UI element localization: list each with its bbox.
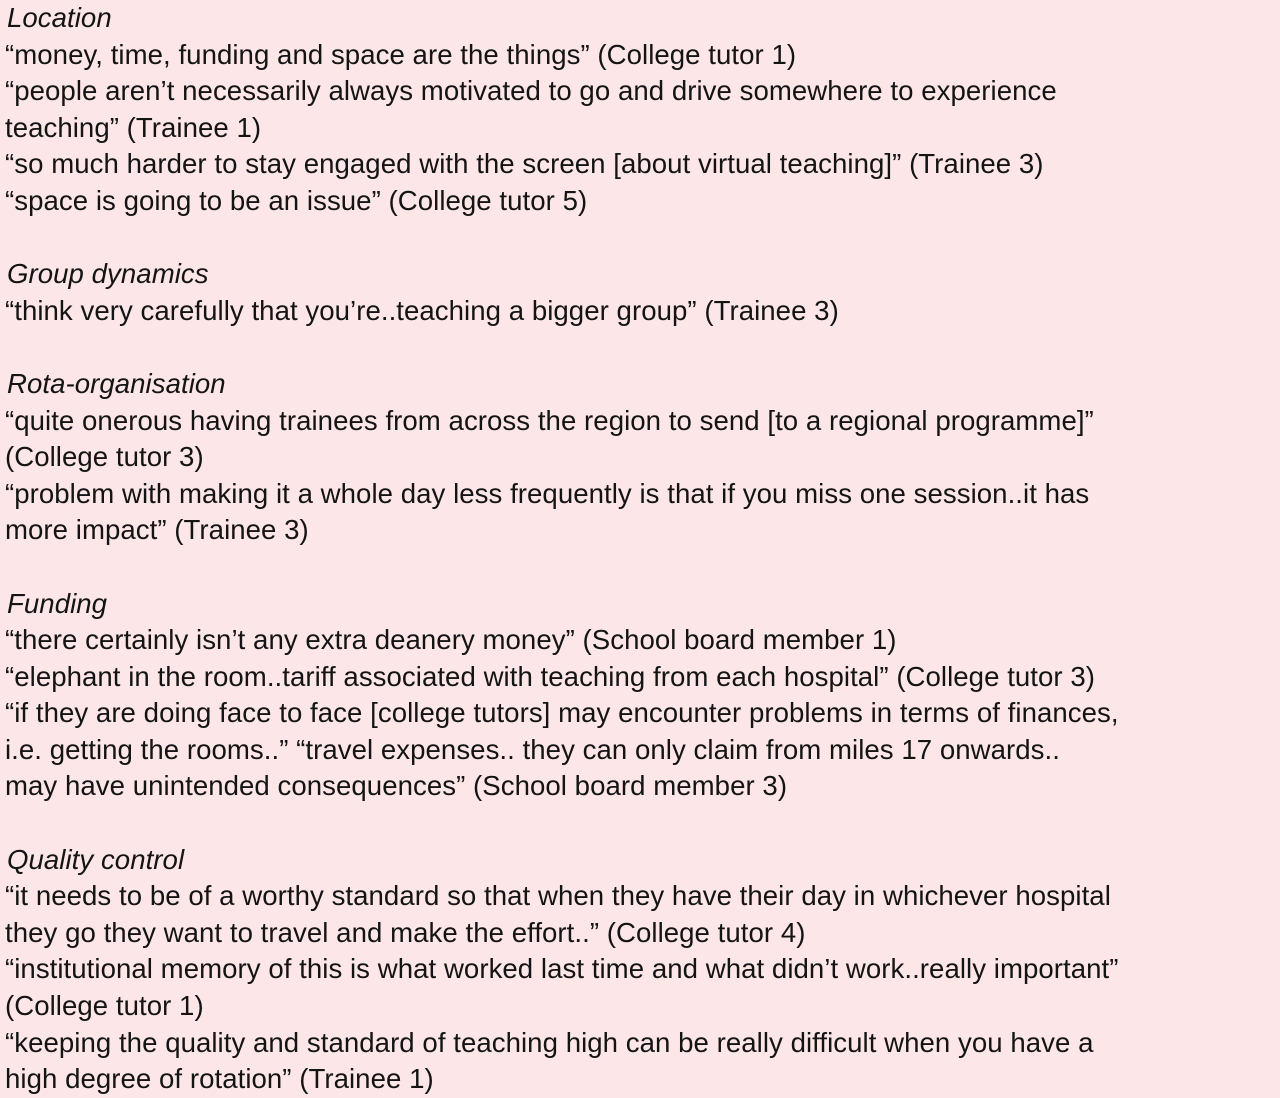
section-quality-control: [5, 842, 1278, 1098]
section-heading: Group dynamics: [7, 258, 209, 290]
quote-line: “space is going to be an issue” (College tutor 5): [5, 184, 588, 216]
quote-line: “there certainly isn’t any extra deanery money” (School board member 1): [5, 624, 897, 656]
section-rota-organisation: [5, 366, 1278, 549]
section-group-dynamics: [5, 256, 1278, 329]
quote-line: “it needs to be of a worthy standard so that when they have their day in whichever hospital they go they want to travel and make the effort..” (College tutor 4): [5, 880, 1111, 948]
section-heading: Quality control: [7, 843, 185, 875]
section-location: [5, 0, 1278, 220]
quote-line: “if they are doing face to face [college tutors] may encounter problems in terms of finances, i.e. getting the rooms..” “travel expenses.. they can only claim from miles 17 onwards.. may have unintended consequences” (School board member 3): [5, 697, 1119, 802]
section-funding: [5, 586, 1278, 806]
quote-line: “money, time, funding and space are the things” (College tutor 1): [5, 38, 797, 70]
quote-line: “quite onerous having trainees from across the region to send [to a regional programme]” (College tutor 3): [5, 404, 1094, 473]
section-heading: Funding: [7, 587, 108, 619]
quote-line: “elephant in the room..tariff associated with teaching from each hospital” (College tutor 3): [5, 660, 1096, 692]
quote-line: “problem with making it a whole day less frequently is that if you miss one session..it has more impact” (Trainee 3): [5, 477, 1090, 546]
section-heading: Rota-organisation: [7, 367, 226, 399]
section-heading: Location: [7, 2, 112, 33]
quote-line: “so much harder to stay engaged with the screen [about virtual teaching]” (Trainee 3): [5, 148, 1044, 180]
quote-line: “people aren’t necessarily always motivated to go and drive somewhere to experience teaching” (Trainee 1): [5, 75, 1057, 143]
quote-line: “think very carefully that you’re..teaching a bigger group” (Trainee 3): [5, 294, 839, 326]
quote-line: “keeping the quality and standard of teaching high can be really difficult when you have a high degree of rotation” (Trainee 1): [5, 1026, 1094, 1095]
quote-line: “institutional memory of this is what worked last time and what didn’t work..really important” (College tutor 1): [5, 953, 1119, 1022]
